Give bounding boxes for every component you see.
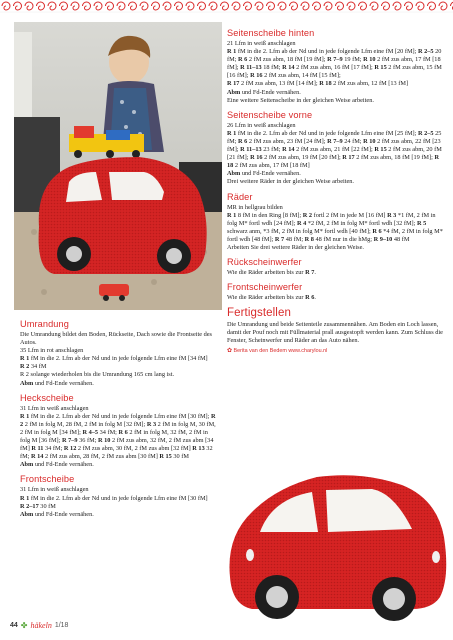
swirl-ornament	[347, 2, 355, 10]
issue-number: 1/18	[54, 622, 69, 629]
swirl-ornament	[152, 2, 160, 10]
swirl-ornament	[405, 2, 413, 10]
swirl-ornament	[163, 2, 171, 10]
umrandung-line-1: 35 Lfm in rot anschlagen	[20, 347, 84, 355]
swirl-ornament	[37, 2, 45, 10]
swirl-ornament	[244, 2, 252, 10]
decorative-top-border	[0, 0, 453, 14]
swirl-ornament	[313, 2, 321, 10]
swirl-ornament	[2, 2, 10, 10]
umrandung-line-5: Abm und Fd-Ende vernähen.	[20, 379, 94, 387]
swirl-ornament	[94, 2, 102, 10]
heading-seitenscheibe-vorne: Seitenscheibe vorne	[227, 109, 313, 120]
heading-rueckscheinwerfer: Rückscheinwerfer	[227, 257, 302, 268]
swirl-ornament	[232, 2, 240, 10]
swirl-ornament	[175, 2, 183, 10]
page-footer	[10, 621, 68, 630]
swirl-ornament	[117, 2, 125, 10]
swirl-ornament	[428, 2, 436, 10]
frontscheinwerfer-text: Wie die Räder arbeiten bis zur R 6.	[227, 294, 316, 302]
swirl-ornament	[25, 2, 33, 10]
flower-icon: ✿	[227, 347, 233, 354]
swirl-ornament	[290, 2, 298, 10]
swirl-ornament	[267, 2, 275, 10]
flower-icon: ✤	[20, 621, 28, 630]
heading-umrandung: Umrandung	[20, 319, 69, 329]
swirl-ornament	[301, 2, 309, 10]
page-number: 44	[10, 622, 18, 629]
rueckscheinwerfer-text: Wie die Räder arbeiten bis zur R 7.	[227, 269, 316, 277]
swirl-ornament	[393, 2, 401, 10]
swirl-ornament	[14, 2, 22, 10]
swirl-ornament	[416, 2, 424, 10]
swirl-ornament	[221, 2, 229, 10]
swirl-ornament	[359, 2, 367, 10]
right-column	[227, 28, 443, 354]
swirl-ornament	[106, 2, 114, 10]
heading-raeder: Räder	[227, 191, 253, 202]
swirl-ornament	[71, 2, 79, 10]
photo-car-pouf	[222, 437, 453, 627]
swirl-ornament	[129, 2, 137, 10]
heading-frontscheibe: Frontscheibe	[20, 474, 75, 485]
heading-seitenscheibe-hinten: Seitenscheibe hinten	[227, 28, 315, 38]
umrandung-line-3: R 2 34 fM	[20, 363, 47, 371]
swirl-ornament	[140, 2, 148, 10]
left-column	[20, 314, 218, 519]
swirl-ornament	[60, 2, 68, 10]
swirl-ornament	[48, 2, 56, 10]
frontscheibe-text: 31 Lfm in weiß anschlagen R 1 fM in die 2. Lfm ab der Nd und in jede folgende Lfm eine fM [30 fM] R 2–17 30 fM Abm und Fd-Ende vernähen.	[20, 486, 208, 518]
heading-heckscheibe: Heckscheibe	[20, 392, 74, 403]
heckscheibe-text: 31 Lfm in weiß anschlagen R 1 fM in die 2. Lfm ab der Nd und in jede folgende Lfm eine fM [30 fM]; R 2 2 fM in folg M, 28 fM, 2 fM in folg M [32 fM]; R 3 2 fM in folg M, 30 fM, 2 fM in folg M [34 fM]; R 4–5 34 fM; R 6 2 fM in folg M, 32 fM, 2 fM in folg M [36 fM]; R 7–9 36 fM; R 10 2 fM zus abm, 32 fM, 2 fM zus abm [34 fM] R 11 34 fM; R 12 2 fM zus abm, 30 fM, 2 fM zus abm [32 fM] R 13 32 fM; R 14 2 fM zus abm, 28 fM, 2 fM zus abm [30 fM] R 15 30 fM Abm und Fd-Ende vernähen.	[20, 404, 216, 469]
raeder-text: MR in hellgrau bilden R 1 8 fM in den Ring [8 fM]; R 2 fortl 2 fM in jede M [16 fM] R 3 *1 fM, 2 fM in folg M* fortl wdh [24 fM]; R 4 *2 fM, 2 fM in folg M* fortl wdh [32 fM]; R 5 schwarz anm, *3 fM, 2 fM in folg M* fortl wdh [40 fM]; R 6 *4 fM, 2 fM in folg M* fortl wdh [48 fM]; R 7 48 fM; R 8 48 fM nur in die hMg; R 9–10 48 fM Arbeiten Sie drei weitere Räder in der gleichen Weise.	[227, 203, 443, 251]
magazine-logo: häkeln	[30, 621, 52, 630]
umrandung-intro: Die Umrandung bildet den Boden, Rückseite, Dach sowie die Frontseite des Autos.	[20, 331, 213, 347]
swirl-ornament	[382, 2, 390, 10]
swirl-ornament	[370, 2, 378, 10]
swirl-ornament	[439, 2, 447, 10]
seitenscheibe-hinten-text: 21 Lfm in weiß anschlagen R 1 fM in die 2. Lfm ab der Nd und in jede folgende Lfm eine fM [20 fM]; R 2–5 20 fM; R 6 2 fM zus abm, 18 fM [19 fM]; R 7–9 19 fM; R 10 2 fM zus abm, 17 fM [18 fM]; R 11–13 18 fM; R 14 2 fM zus abm, 16 fM [17 fM]; R 15 2 fM zus abm, 15 fM [16 fM]; R 16 2 fM zus abm, 14 fM [15 fM]; R 17 2 fM zus abm, 13 fM [14 fM]; R 18 2 fM zus abm, 12 fM [13 fM] Abm und Fd-Ende vernähen. Eine weitere Seitenscheibe in der gleichen Weise arbeiten.	[227, 40, 442, 104]
umrandung-line-4: R 2 solange wiederholen bis die Umrandung 165 cm lang ist.	[20, 371, 175, 379]
swirl-ornament	[336, 2, 344, 10]
seitenscheibe-vorne-text: 26 Lfm in weiß anschlagen R 1 fM in die 2. Lfm ab der Nd und in jede folgende Lfm eine fM [25 fM]; R 2–5 25 fM; R 6 2 fM zus abm, 23 fM [24 fM]; R 7–9 24 fM; R 10 2 fM zus abm, 22 fM [23 fM]; R 11–13 23 fM; R 14 2 fM zus abm, 21 fM [22 fM]; R 15 2 fM zus abm, 20 fM [21 fM]; R 16 2 fM zus abm, 19 fM [20 fM]; R 17 2 fM zus abm, 18 fM [19 fM]; R 18 2 fM zus abm, 17 fM [18 fM] Abm und Fd-Ende vernähen. Drei weitere Räder in der gleichen Weise arbeiten.	[227, 121, 442, 186]
umrandung-line-2: R 1 fM in die 2. Lfm ab der Nd und in jede folgende Lfm eine fM [34 fM]	[20, 355, 208, 363]
fertigstellen-text: Die Umrandung und beide Seitenteile zusammennähen. Am Boden ein Loch lassen, damit der Pouf noch mit Füllmaterial prall ausgestopft werden kann. Zum Schluss die Fenster, Scheinwerfer und Räder an das Auto nähen.	[227, 321, 443, 345]
swirl-ornament	[278, 2, 286, 10]
swirl-ornament	[324, 2, 332, 10]
heading-frontscheinwerfer: Frontscheinwerfer	[227, 282, 303, 293]
swirl-ornament	[255, 2, 263, 10]
heading-fertigstellen: Fertigstellen	[227, 307, 291, 320]
swirl-ornament	[83, 2, 91, 10]
swirl-ornament	[186, 2, 194, 10]
swirl-ornament	[209, 2, 217, 10]
photo-child-with-car-pouf	[14, 22, 222, 310]
swirl-ornament	[198, 2, 206, 10]
designer-credit: ✿ Berita van den Bedem www.charylou.nl	[227, 347, 328, 354]
